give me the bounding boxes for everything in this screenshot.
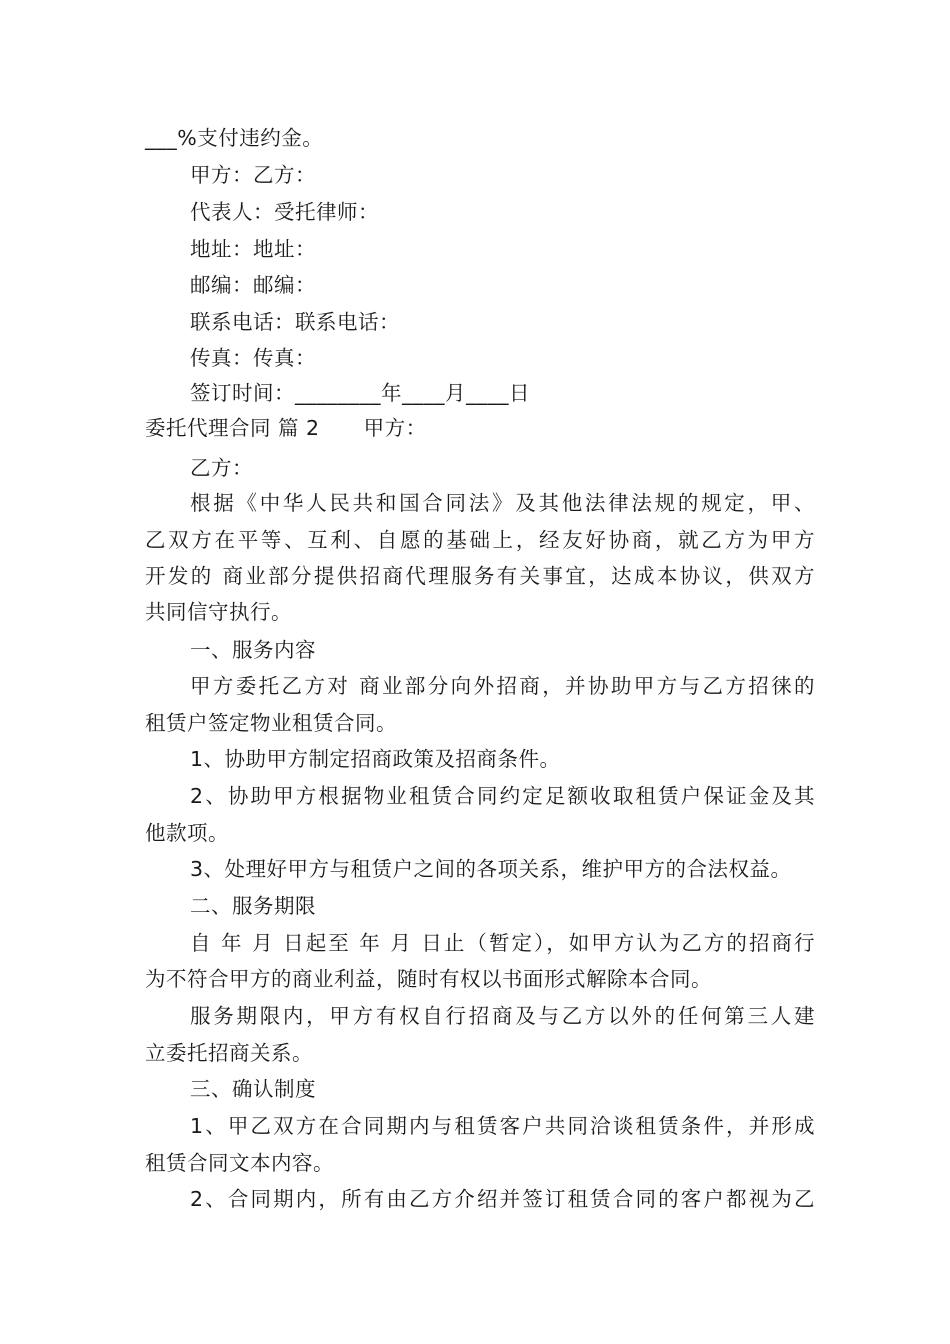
- paragraph-line: 甲方委托乙方对 商业部分向外招商，并协助甲方与乙方招徕的: [190, 674, 815, 698]
- postcode-line: 邮编：邮编：: [190, 273, 316, 297]
- list-item: 2、协助甲方根据物业租赁合同约定足额收取租赁户保证金及其: [190, 784, 815, 808]
- party-b-line: 乙方：: [190, 456, 253, 480]
- party-line: 甲方：乙方：: [190, 163, 316, 187]
- section-title: 委托代理合同 篇 2: [145, 416, 320, 440]
- list-item-continued: 租赁合同文本内容。: [145, 1151, 334, 1175]
- penalty-line: ___%支付违约金。: [145, 126, 324, 150]
- list-item: 2、合同期内，所有由乙方介绍并签订租赁合同的客户都视为乙: [190, 1187, 815, 1211]
- representative-line: 代表人：受托律师：: [190, 200, 379, 224]
- sign-date-line: 签订时间：________年____月____日: [190, 381, 530, 405]
- paragraph-line: 自 年 月 日起至 年 月 日止（暂定），如甲方认为乙方的招商行: [190, 931, 815, 955]
- section-heading-1: 一、服务内容: [190, 638, 316, 662]
- paragraph-line: 开发的 商业部分提供招商代理服务有关事宜，达成本协议，供双方: [145, 564, 815, 588]
- list-item: 1、甲乙双方在合同期内与租赁客户共同洽谈租赁条件，并形成: [190, 1114, 815, 1138]
- list-item: 1、协助甲方制定招商政策及招商条件。: [190, 747, 561, 771]
- section-heading-2: 二、服务期限: [190, 894, 316, 918]
- paragraph-line: 乙双方在平等、互利、自愿的基础上，经友好协商，就乙方为甲方: [145, 528, 815, 552]
- list-item: 3、处理好甲方与租赁户之间的各项关系，维护甲方的合法权益。: [190, 857, 792, 881]
- list-item-continued: 他款项。: [145, 821, 229, 845]
- paragraph-line: 服务期限内，甲方有权自行招商及与乙方以外的任何第三人建: [190, 1004, 815, 1028]
- paragraph-line: 立委托招商关系。: [145, 1041, 313, 1065]
- address-line: 地址：地址：: [190, 237, 316, 261]
- section-heading-line: [145, 414, 815, 442]
- fax-line: 传真：传真：: [190, 346, 316, 370]
- party-a-label: 甲方：: [363, 416, 427, 440]
- paragraph-line: 共同信守执行。: [145, 600, 292, 624]
- section-heading-3: 三、确认制度: [190, 1077, 316, 1101]
- paragraph-line: 根据《中华人民共和国合同法》及其他法律法规的规定，甲、: [190, 491, 815, 515]
- paragraph-line: 为不符合甲方的商业利益，随时有权以书面形式解除本合同。: [145, 967, 712, 991]
- phone-line: 联系电话：联系电话：: [190, 310, 400, 334]
- paragraph-line: 租赁户签定物业租赁合同。: [145, 711, 397, 735]
